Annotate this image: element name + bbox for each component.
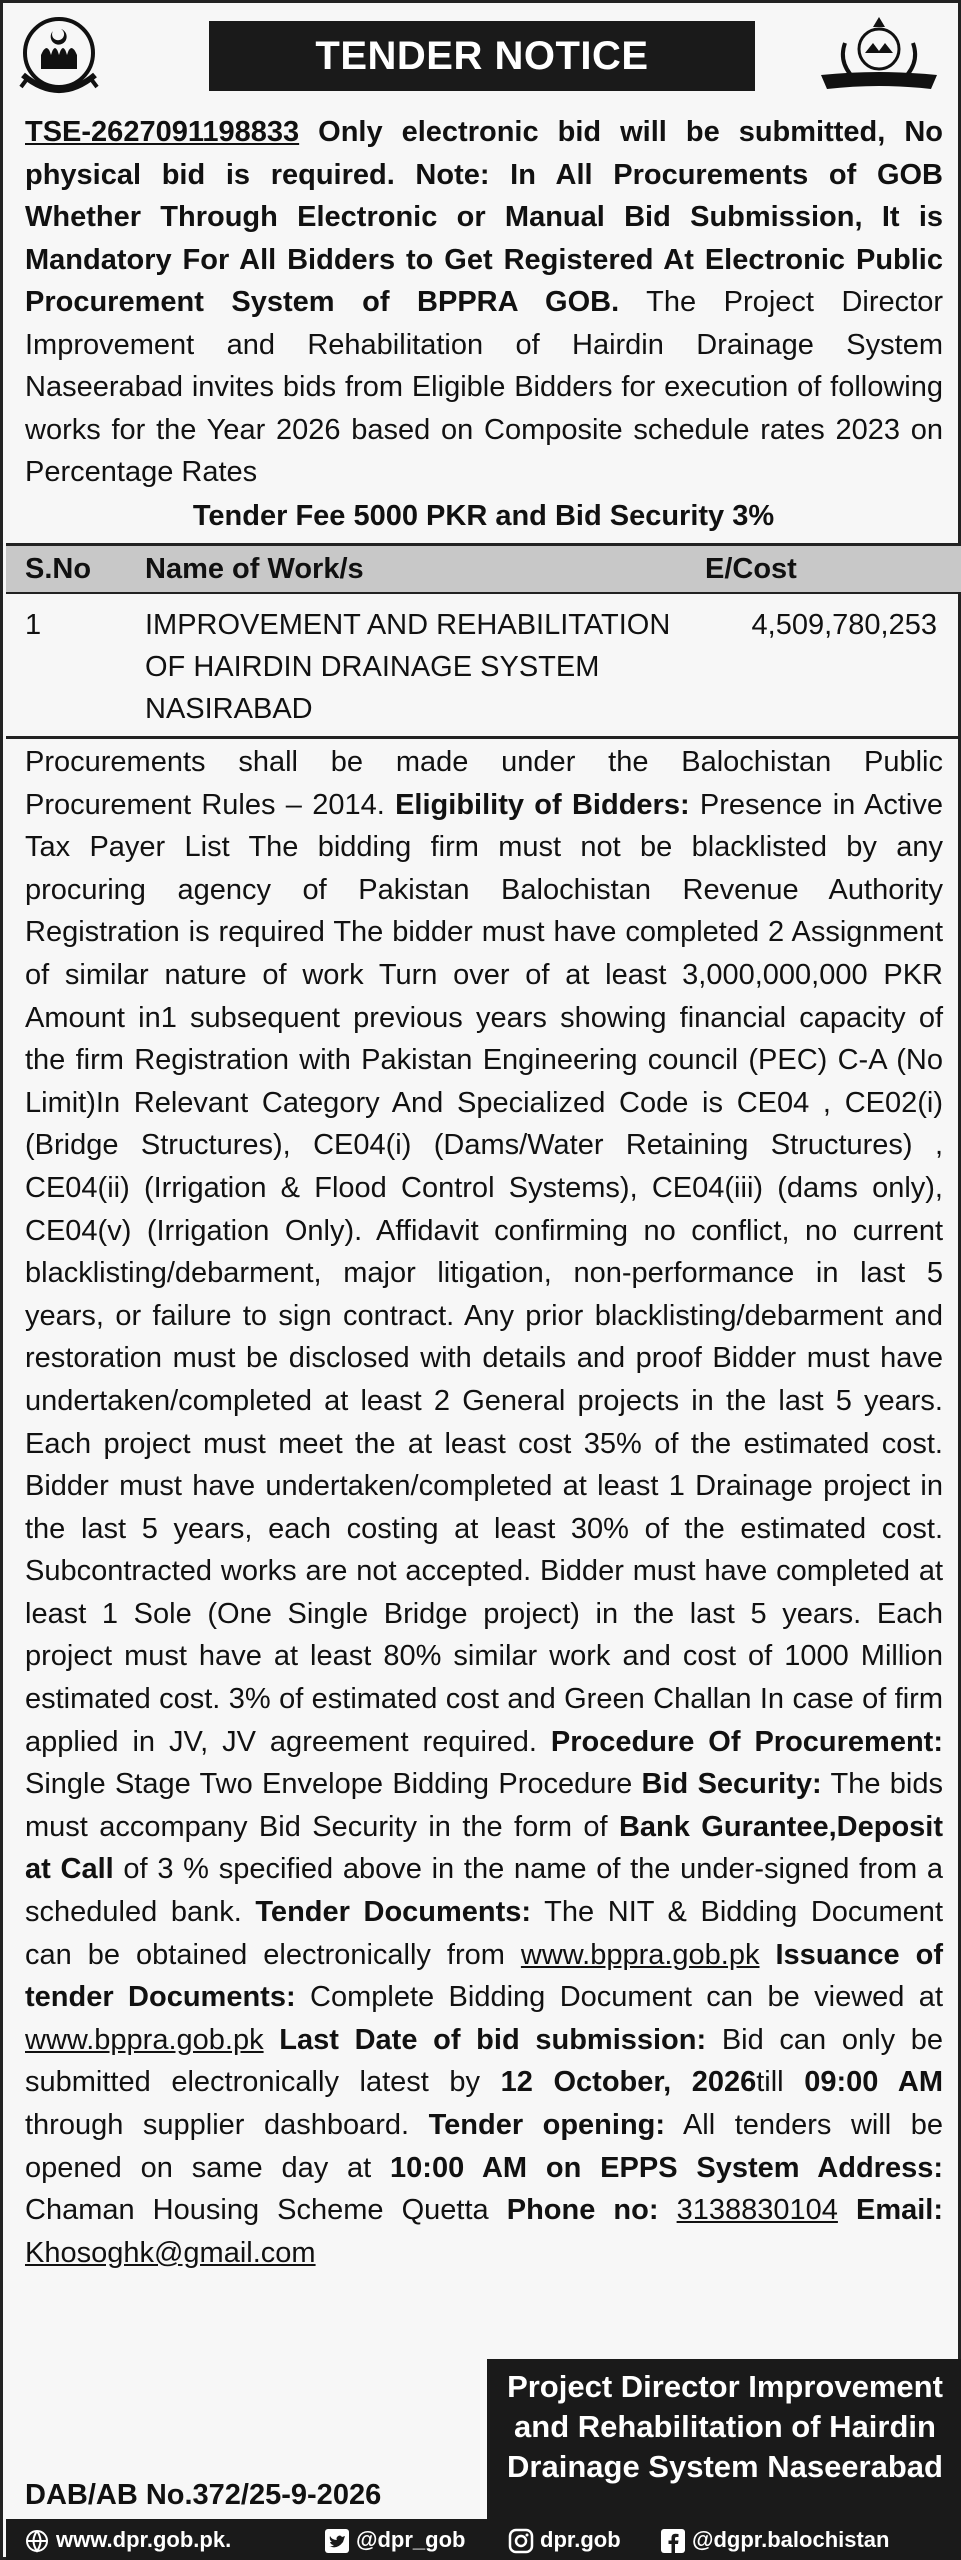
conditions-text: through supplier dashboard.: [25, 2109, 429, 2141]
conditions-text: [838, 2194, 856, 2226]
phone-number[interactable]: 3138830104: [676, 2194, 838, 2227]
footer-instagram-text: dpr.gob: [540, 2527, 621, 2552]
dgpr-emblem-logo: [815, 13, 943, 101]
conditions-text: [760, 1939, 776, 1971]
footer-website-text: www.dpr.gob.pk.: [56, 2527, 232, 2552]
table-row: [6, 593, 961, 738]
bppra-link[interactable]: www.bppra.gob.pk: [520, 1938, 760, 1971]
conditions-text: Procurements shall be made under the Balochistan Public Procurement Rules – 2014.: [25, 746, 943, 821]
facebook-icon: [660, 2528, 686, 2554]
row-name-line2: OF HAIRDIN DRAINAGE SYSTEM: [145, 651, 600, 683]
conditions-text: Bid can only be submitted electronically latest by: [25, 2023, 944, 2099]
conditions-text: The NIT & Bidding Document can be obtained electronically from: [25, 1896, 943, 1971]
footer-website[interactable]: [24, 2519, 231, 2560]
signature-line2: and Rehabilitation of Hairdin: [514, 2409, 936, 2444]
signature-line3: Drainage System Naseerabad: [507, 2449, 943, 2484]
submission-time: 09:00 AM: [804, 2066, 943, 2099]
footer-facebook[interactable]: [660, 2519, 889, 2560]
footer-twitter-text: @dpr_gob: [356, 2527, 466, 2552]
heading-procedure: Procedure Of Procurement:: [550, 1725, 943, 1758]
signature-line1: Project Director Improvement: [507, 2369, 943, 2404]
intro-bold-note: Only electronic bid will be submitted, No physical bid is required. Note: In All Procurements of GOB Whether Through Electronic or Manual Bid Submission, It is Mandatory For All Bidders to Get Registered At Electronic Public Procurement System of BPPRA GOB.: [25, 116, 943, 318]
conditions-text: Complete Bidding Document can be viewed at: [295, 1981, 943, 2014]
conditions-text: All tenders will be opened on same day at: [25, 2109, 943, 2184]
header-estimated-cost: E/Cost: [705, 545, 961, 594]
tse-id: TSE-2627091198833: [25, 116, 300, 148]
heading-tender-documents: Tender Documents:: [255, 1896, 532, 1929]
conditions-text: Single Stage Two Envelope Bidding Procedure: [25, 1768, 642, 1801]
instagram-icon: [508, 2528, 534, 2554]
intro-text: The Project Director Improvement and Rehabilitation of Hairdin Drainage System Naseerabad invites bids from Eligible Bidders for execution of following works for the Year 2026 based on Composite schedule rates 2023 on Percentage Rates: [25, 286, 943, 488]
row-estimated-cost: 4,509,780,253: [705, 593, 961, 738]
row-name-line3: NASIRABAD: [145, 693, 313, 725]
opening-time: 10:00 AM on EPPS System Address:: [390, 2151, 943, 2184]
footer-bar: [6, 2519, 961, 2560]
heading-eligibility: Eligibility of Bidders:: [395, 788, 690, 821]
header-name-of-work: Name of Work/s: [145, 545, 705, 594]
conditions-paragraph: [25, 741, 943, 2274]
row-name-of-work: [145, 593, 705, 738]
tender-fee-line: Tender Fee 5000 PKR and Bid Security 3%: [192, 500, 775, 532]
conditions-text: The bids must accompany Bid Security in the form of: [25, 1768, 944, 1843]
header-sno: S.No: [6, 545, 145, 594]
tender-notice-title: TENDER NOTICE: [209, 21, 755, 91]
row-sno: 1: [6, 593, 145, 738]
heading-tender-opening: Tender opening:: [428, 2109, 666, 2141]
phone-label: Phone no:: [506, 2194, 659, 2227]
balochistan-emblem-logo: [17, 13, 101, 97]
twitter-icon: [324, 2528, 350, 2554]
conditions-text: of 3 % specified above in the name of the under-signed from a scheduled bank.: [25, 1853, 944, 1929]
footer-facebook-text: @dgpr.balochistan: [692, 2527, 890, 2552]
works-table-header: [6, 545, 961, 594]
email-address[interactable]: Khosoghk@gmail.com: [25, 2236, 316, 2269]
heading-last-date: Last Date of bid submission:: [279, 2023, 707, 2056]
works-table: [6, 543, 961, 739]
conditions-text: till: [756, 2066, 805, 2099]
bank-guarantee-text: Bank Gurantee,Deposit at Call: [25, 1810, 943, 1886]
conditions-text: Chaman Housing Scheme Quetta: [25, 2194, 507, 2227]
globe-icon: [24, 2528, 50, 2554]
footer-twitter[interactable]: [324, 2519, 465, 2560]
row-name-line1: IMPROVEMENT AND REHABILITATION: [145, 609, 671, 641]
heading-issuance: Issuance of tender Documents:: [25, 1938, 943, 2014]
dab-reference: DAB/AB No.372/25-9-2026: [25, 2479, 382, 2511]
conditions-text: Presence in Active Tax Payer List The bidding firm must not be blacklisted by any procuring agency of Pakistan Balochistan Revenue Authority Registration is required The bidder must have completed 2 Assignment of similar nature of work Turn over of at least 3,000,000,000 PKR Amount in1 subsequent previous years showing financial capacity of the firm Registration with Pakistan Engineering council (PEC) C-A (No Limit)In Relevant Category And Specialized Code is CE04 , CE02(i) (Bridge Structures), CE04(i) (Dams/Water Retaining Structures) , CE04(ii) (Irrigation & Flood Control Systems), CE04(iii) (dams only), CE04(v) (Irrigation Only). Affidavit confirming no conflict, no current blacklisting/debarment, major litigation, non-performance in last 5 years, or failure to sign contract. Any prior blacklisting/debarment and restoration must be disclosed with details and proof Bidder must have undertaken/completed at least 2 General projects in the last 5 years. Each project must meet the at least cost 35% of the estimated cost. Bidder must have undertaken/completed at least 1 Drainage project in the last 5 years, each costing at least 30% of the estimated cost. Subcontracted works are not accepted. Bidder must have completed at least 1 Sole (One Single Bridge project) in the last 5 years. Each project must have at least 80% similar work and cost of 1000 Million estimated cost. 3% of estimated cost and Green Challan In case of firm applied in JV, JV agreement required.: [25, 788, 943, 1758]
submission-date: 12 October, 2026: [500, 2066, 757, 2099]
conditions-text: [659, 2194, 677, 2226]
intro-paragraph: [25, 111, 943, 494]
conditions-text: [264, 2024, 280, 2056]
bppra-link[interactable]: www.bppra.gob.pk: [25, 2023, 264, 2056]
signature-block: [487, 2359, 961, 2523]
email-label: Email:: [855, 2194, 944, 2227]
footer-instagram[interactable]: [508, 2519, 621, 2560]
heading-bid-security: Bid Security:: [641, 1768, 822, 1801]
